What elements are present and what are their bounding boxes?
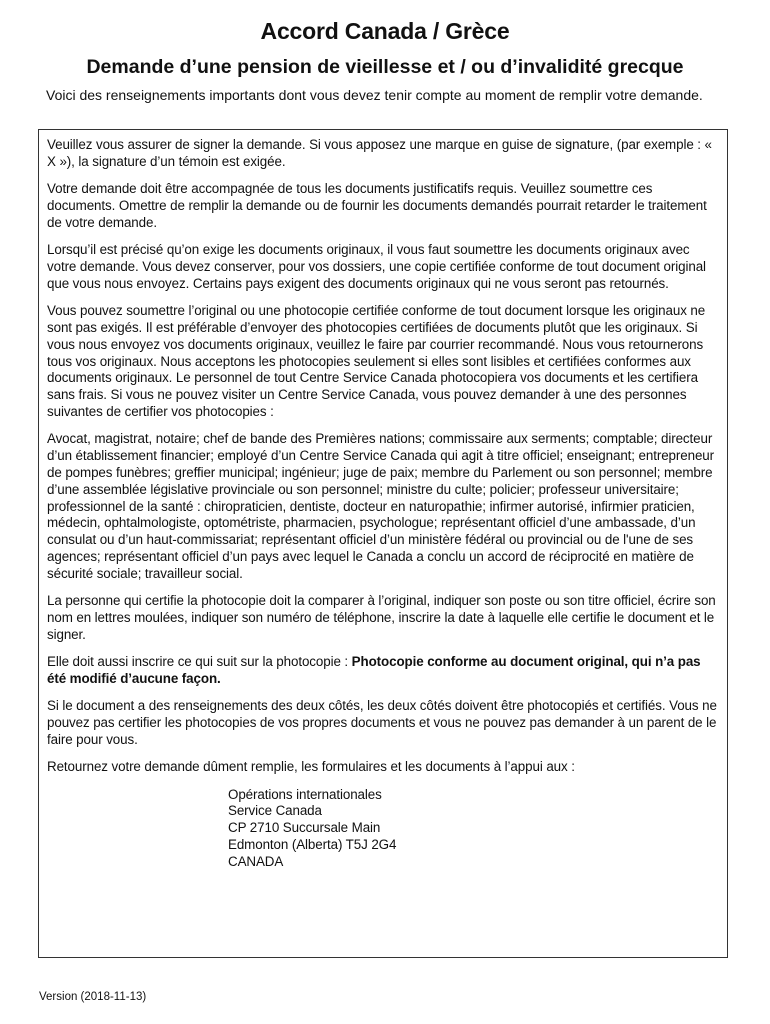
version-label: Version (2018-11-13) [39, 991, 147, 1003]
intro-text: Voici des renseignements importants dont vous devez tenir compte au moment de remplir votre demande. [46, 87, 703, 103]
paragraph-two-sided: Si le document a des renseignements des deux côtés, les deux côtés doivent être photocopiés et certifiés. Vous ne pouvez pas certifier les photocopies de vos propres documents et vous ne pouvez pas demander à un parent de le faire pour vous. [47, 698, 717, 747]
paragraph-certifier-duties: La personne qui certifie la photocopie doit la comparer à l’original, indiquer son poste ou son titre officiel, écrire son nom en lettres moulées, indiquer son numéro de téléphone, inscrire la date à laquelle elle certifie le document et le signer. [47, 593, 716, 642]
paragraph-return-instructions: Retournez votre demande dûment remplie, les formulaires et les documents à l’appui aux : [47, 759, 575, 775]
document-subtitle: Demande d’une pension de vieillesse et / ou d’invalidité grecque [86, 56, 684, 78]
paragraph-original-documents: Lorsqu’il est précisé qu’on exige les documents originaux, il vous faut soumettre les documents originaux avec votre demande. Vous devez conserver, pour vos dossiers, une copie certifiée conforme de tout document original que vous nous envoyez. Certains pays exigent des documents originaux qui ne vous seront pas retournés. [47, 242, 706, 291]
address-line: Opérations internationales [228, 786, 382, 802]
paragraph-certified-copies: Vous pouvez soumettre l’original ou une photocopie certifiée conforme de tout document lorsque les originaux ne sont pas exigés. Il est préférable d’envoyer des photocopies certifiées de documents plutôt que les originaux. Si vous nous envoyez vos documents originaux, veuillez le faire par courrier recommandé. Nous vous retournerons tous vos originaux. Nous acceptons les photocopies seulement si elles sont lisibles et certifiées conformes aux documents originaux. Le personnel de tout Centre Service Canada photocopiera vos documents et les certifiera sans frais. Si vous ne pouvez visiter un Centre Service Canada, vous pouvez demander à une des personnes suivantes de certifier vos photocopies : [47, 303, 706, 419]
document-title: Accord Canada / Grèce [260, 18, 510, 44]
address-line: Edmonton (Alberta) T5J 2G4 [228, 837, 397, 853]
mailing-address [228, 787, 727, 871]
address-line: CANADA [228, 853, 284, 869]
certify-statement-bold: Photocopie conforme au document original, qui n’a pas été modifié d’aucune façon. [47, 654, 701, 686]
instructions-box [38, 129, 728, 958]
paragraph-signature: Veuillez vous assurer de signer la demande. Si vous apposez une marque en guise de signature, (par exemple : « X »), la signature d’un témoin est exigée. [47, 137, 712, 169]
paragraph-certification-statement [47, 654, 727, 688]
paragraph-certifier-list: Avocat, magistrat, notaire; chef de bande des Premières nations; commissaire aux serments; comptable; directeur d’un établissement financier; employé d’un Centre Service Canada qui agit à titre officiel; enseignant; entrepreneur de pompes funèbres; greffier municipal; ingénieur; juge de paix; membre du Parlement ou son personnel; membre d’une assemblée législative provinciale ou son personnel; ministre du culte; policier; professeur universitaire; professionnel de la santé : chiropraticien, dentiste, docteur en naturopathie; infirmer autorisé, infirmier praticien, médecin, ophtalmologiste, optométriste, pharmacien, psychologue; représentant officiel d’une ambassade, d’un consulat ou d’un haut-commissariat; représentant officiel d’un ministère fédéral ou provincial ou de l'une de ses agences; représentant officiel d’un pays avec lequel le Canada a conclu un accord de réciprocité en matière de sécurité sociale; travailleur social. [47, 431, 715, 581]
address-line: CP 2710 Succursale Main [228, 820, 381, 836]
certify-prefix: Elle doit aussi inscrire ce qui suit sur la photocopie : [47, 654, 352, 670]
address-line: Service Canada [228, 803, 322, 819]
paragraph-supporting-documents: Votre demande doit être accompagnée de tous les documents justificatifs requis. Veuillez soumettre ces documents. Omettre de remplir la demande ou de fournir les documents demandés pourrait retarder le traitement de votre demande. [47, 181, 707, 230]
